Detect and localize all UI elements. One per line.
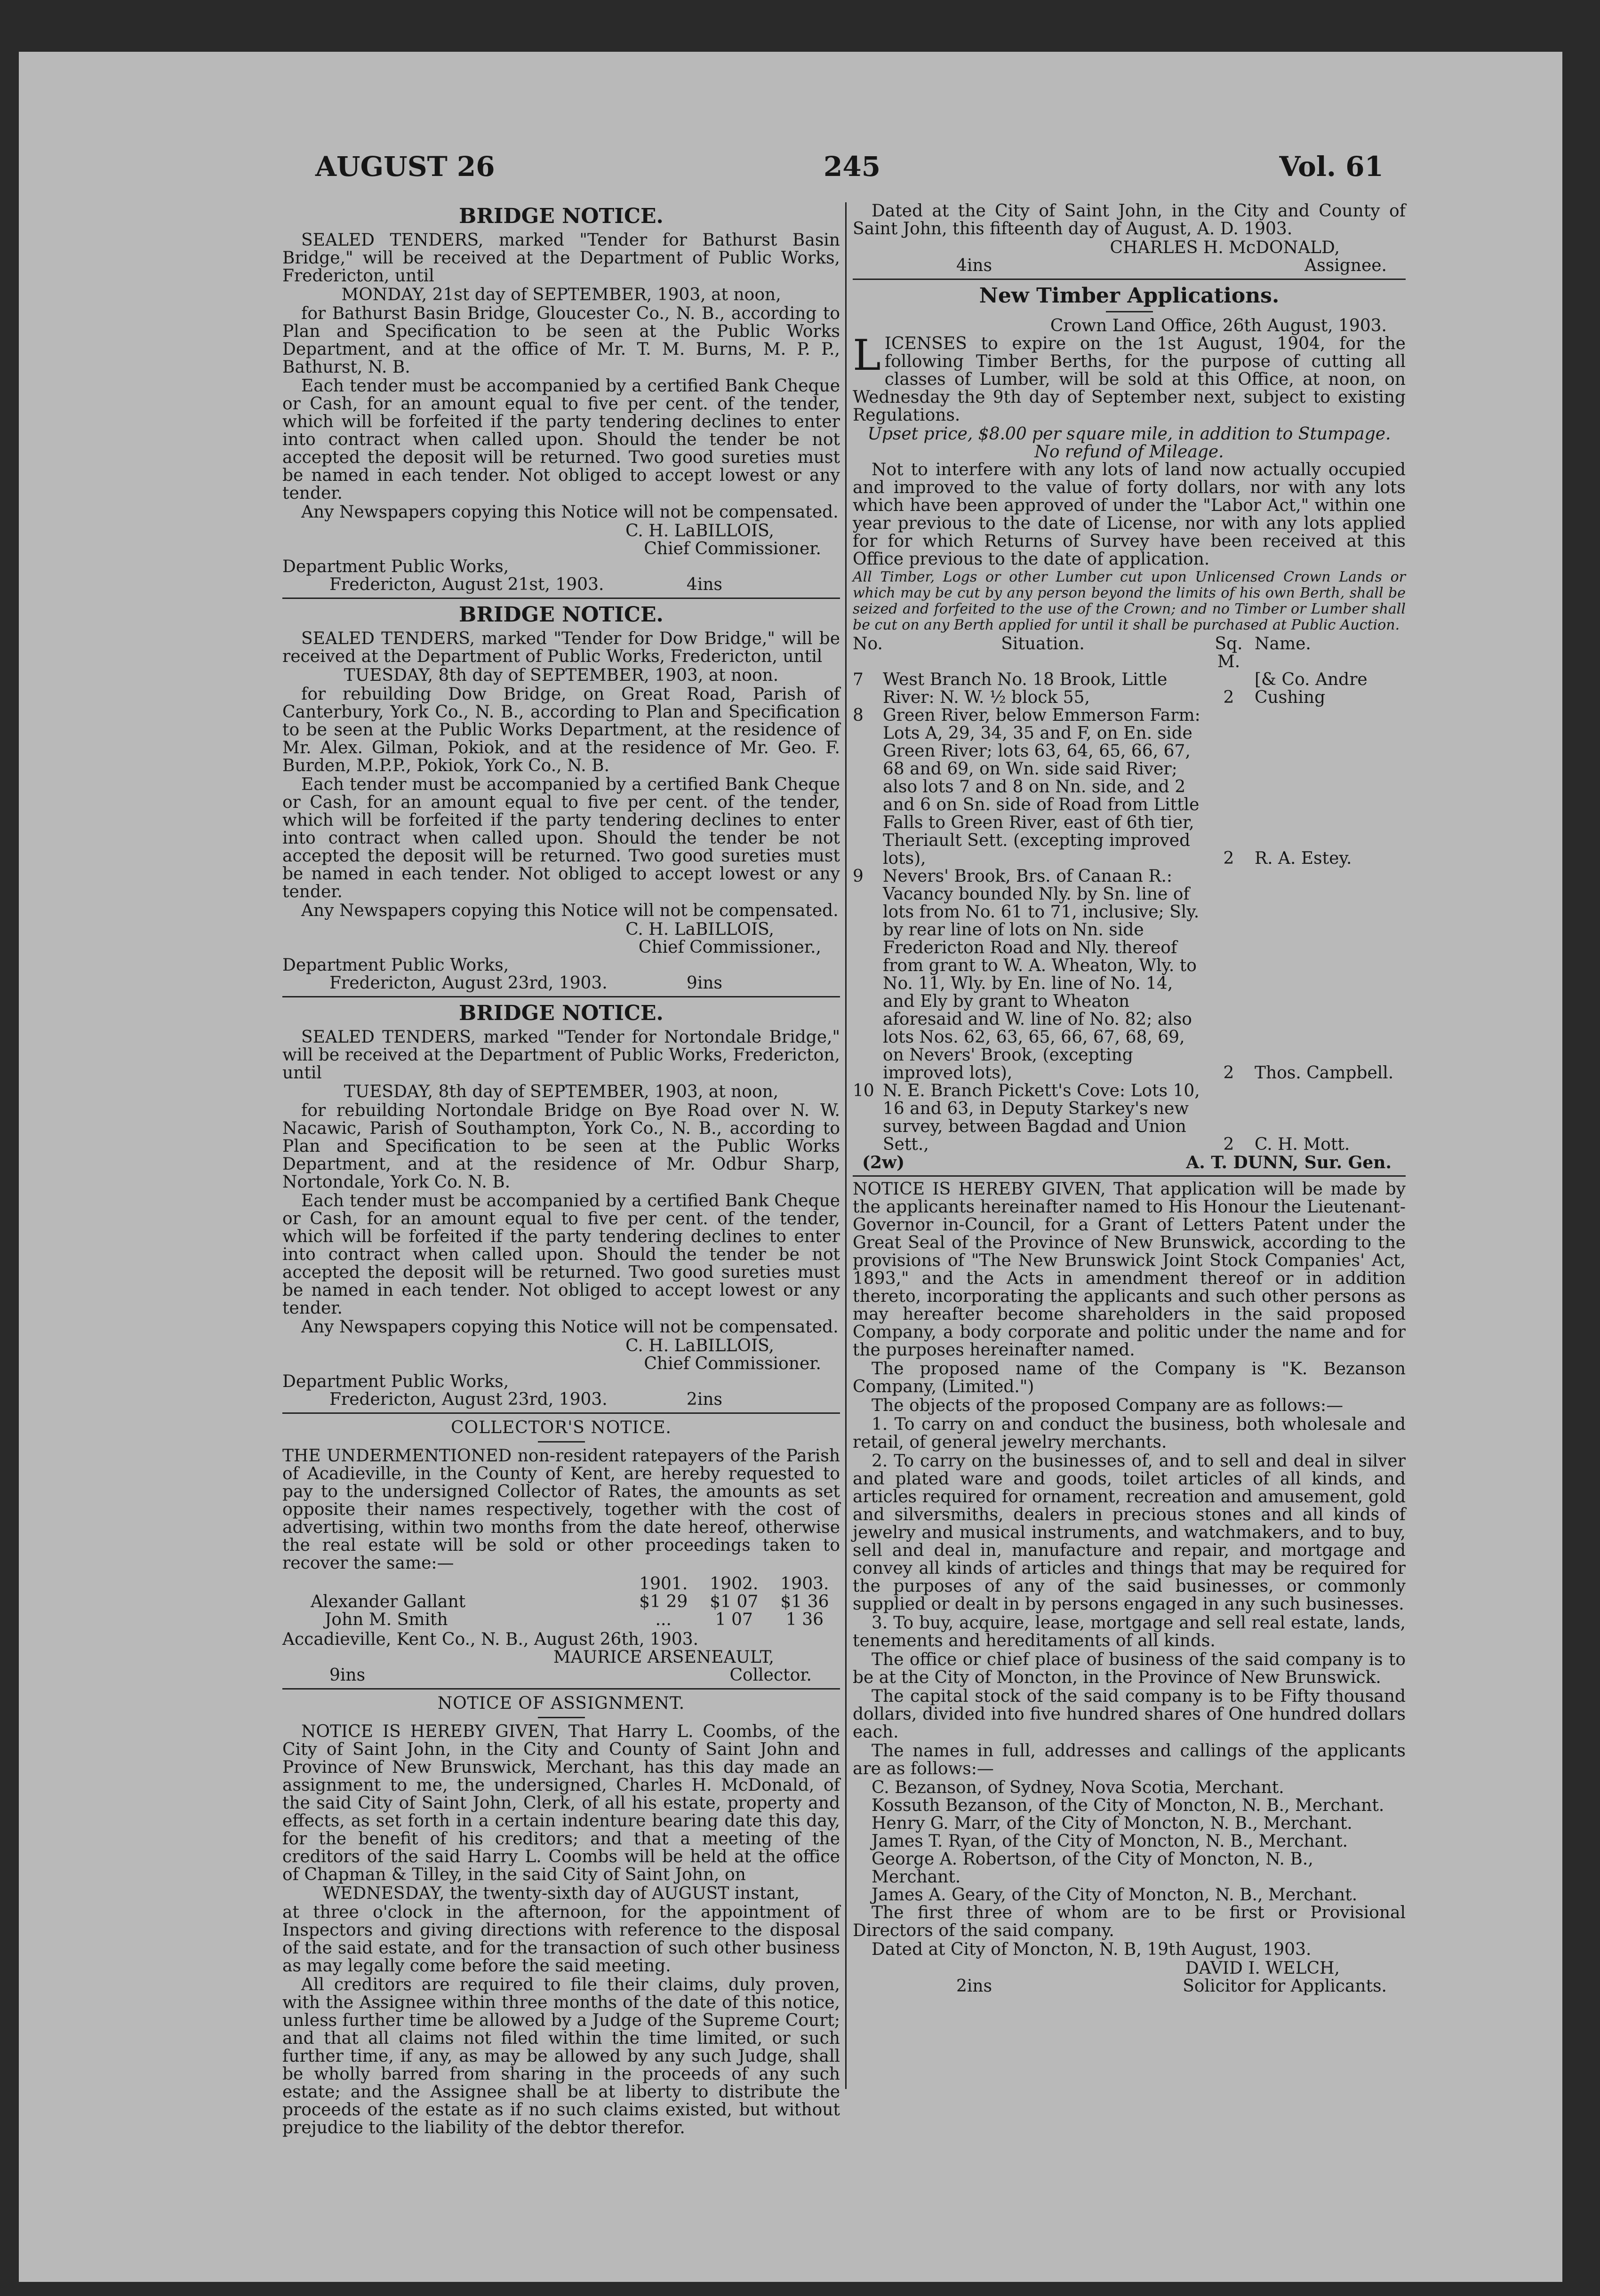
col-name: Name. (1254, 634, 1311, 654)
berth-no: 8 (853, 706, 864, 725)
department: Department Public Works, (282, 956, 509, 975)
signature-title: Chief Commissioner., (638, 938, 821, 957)
amount: $1 36 (780, 1592, 829, 1611)
list-item: James T. Ryan, of the City of Moncton, N. B., Merchant. (872, 1832, 1348, 1851)
conditions: Not to interfere with any lots of land now actually occupied and improved to the value of forty dollars, nor with any lots which have been approved of under the "Labor Act," within one year previous to the date of License, nor with any lots applied for for which Returns of Survey have been received at this Office previous to the date of application. (853, 460, 1406, 569)
berth-name: [& Co. Andre Cushing (1254, 670, 1368, 707)
amount: 1 07 (715, 1610, 753, 1629)
signature-title: Collector. (729, 1666, 812, 1685)
list-item: James A. Geary, of the City of Moncton, N. B., Merchant. (872, 1885, 1358, 1905)
section-divider (853, 1175, 1406, 1177)
bridge-notice-dow (282, 603, 840, 992)
ratepayers-table (282, 1575, 840, 1629)
notice-title: COLLECTOR'S NOTICE. (451, 1418, 672, 1437)
insertions: 4ins (686, 575, 722, 594)
berth-sqm: 2 (1223, 849, 1234, 868)
notice-terms: Each tender must be accompanied by a certified Bank Cheque or Cash, for an amount equal to five per cent. of the tender, which will be forfeited if the party tendering declines to enter into contract when called upon. Should the tender be not accepted the deposit will be returned. Two good sureties must be named in each tender. Not obliged to accept lowest or any tender. (282, 376, 840, 503)
new-timber-applications (853, 284, 1406, 1172)
applicants-list (853, 1779, 1406, 1904)
upset-price: Upset price, $8.00 per square mile, in addition to Stumpage. (867, 424, 1391, 444)
berth-sqm: 2 (1223, 1063, 1234, 1083)
department: Department Public Works, (282, 557, 509, 576)
signature-name: CHARLES H. McDONALD, (1110, 238, 1340, 257)
weeks: (2w) (862, 1153, 905, 1172)
notice-date: MONDAY, 21st day of SEPTEMBER, 1903, at noon, (341, 285, 781, 304)
applicants-heading: The names in full, addresses and callings of the applicants are as follows:— (853, 1741, 1406, 1778)
notice-terms: Each tender must be accompanied by a certified Bank Cheque or Cash, for an amount equal to five per cent. of the tender, which will be forfeited if the party tendering declines to enter into contract when called upon. Should the tender be not accepted the deposit will be returned. Two good sureties must be named in each tender. Not obliged to accept lowest or any tender. (282, 775, 840, 901)
list-item: Kossuth Bezanson, of the City of Moncton, N. B., Merchant. (872, 1796, 1384, 1815)
year-header: 1902. (710, 1574, 759, 1594)
signature-title: Chief Commissioner. (644, 1354, 821, 1373)
section-divider (282, 598, 840, 599)
assignment-intro: NOTICE IS HEREBY GIVEN, That Harry L. Coombs, of the City of Saint John, in the City and County of Saint John and Province of New Brunswick, Merchant, has this day made an assignment to me, the undersigned, Charles H. McDonald, of the said City of Saint John, Clerk, of all his estate, property and effects, as set forth in a certain indenture bearing date this day, for the benefit of his creditors; and that a meeting of the creditors of the said Harry L. Coombs will be held at the office of Chapman & Tilley, in the said City of Saint John, on (282, 1722, 840, 1884)
notice-title: New Timber Applications. (979, 284, 1280, 308)
notice-title: NOTICE OF ASSIGNMENT. (437, 1694, 685, 1713)
bridge-notice-bathurst (282, 204, 840, 594)
dateline: Fredericton, August 23rd, 1903. (329, 1390, 608, 1409)
dateline: Dated at City of Moncton, N. B, 19th August, 1903. (872, 1940, 1312, 1959)
list-item: C. Bezanson, of Sydney, Nova Scotia, Merchant. (872, 1778, 1284, 1797)
notice-body: THE UNDERMENTIONED non-resident ratepayers of the Parish of Acadieville, in the County of Kent, are hereby requested to pay to the undersigned Collector of Rates, the amounts as set opposite their names respectively, together with the cost of advertising, within two months from the date hereof, otherwise the real estate will be sold or other proceedings taken to recover the same:— (282, 1446, 840, 1573)
office-location: The office or chief place of business of the said company is to be at the City of Moncton, in the Province of New Brunswick. (853, 1650, 1406, 1687)
table-row (282, 1611, 840, 1629)
signature-title: Chief Commissioner. (644, 539, 821, 558)
notice-newspapers: Any Newspapers copying this Notice will not be compensated. (301, 502, 839, 522)
berth-situation: West Branch No. 18 Brook, Little River: N. W. ½ block 55, (882, 670, 1168, 707)
table-row (853, 1082, 1406, 1154)
table-row (853, 868, 1406, 1082)
company-incorporation-notice (853, 1180, 1406, 1995)
page-header (296, 151, 1402, 193)
capital-stock: The capital stock of the said company is to be Fifty thousand dollars, divided into five hundred shares of One hundred dollars each. (853, 1687, 1406, 1742)
company-name: The proposed name of the Company is "K. Bezanson Company, (Limited.") (853, 1359, 1406, 1396)
insertions: 9ins (329, 1666, 366, 1685)
table-header (853, 635, 1406, 671)
amount: $1 29 (639, 1592, 688, 1611)
notice-date: TUESDAY, 8th day of SEPTEMBER, 1903, at noon, (344, 1082, 779, 1101)
amount: ... (655, 1610, 672, 1629)
ratepayer-name: John M. Smith (325, 1610, 448, 1629)
notice-intro: SEALED TENDERS, marked "Tender for Dow Bridge," will be received at the Department of Public Works, Fredericton, until (282, 629, 840, 666)
notice-of-assignment (282, 1693, 840, 2137)
signature-name: DAVID I. WELCH, (1185, 1959, 1340, 1978)
year-header: 1903. (780, 1574, 829, 1594)
col-no: No. (853, 634, 883, 654)
creditors-claims: All creditors are required to file their claims, duly proven, with the Assignee within three months of the date of this notice, unless further time be allowed by a Judge of the Supreme Court; and that all claims not filed within the time limited, or such further time, if any, as may be allowed by any such Judge, shall be wholly barred from sharing in the proceeds of any such estate; and the Assignee shall be at liberty to distribute the proceeds of the estate as if no such claims existed, but without prejudice to the liability of the debtor therefor. (282, 1975, 840, 2137)
signature-name: C. H. LaBILLOIS, (625, 920, 774, 939)
amount: $1 07 (710, 1592, 759, 1611)
signature-name: C. H. LaBILLOIS, (625, 1336, 774, 1355)
notice-newspapers: Any Newspapers copying this Notice will not be compensated. (301, 901, 839, 920)
page-number: 245 (824, 151, 881, 183)
notice-title: BRIDGE NOTICE. (459, 1001, 664, 1025)
timber-berths-table (853, 635, 1406, 1154)
section-divider (282, 996, 840, 997)
notice-intro: SEALED TENDERS, marked "Tender for Nortondale Bridge," will be received at the Department of Public Works, Fredericton, until (282, 1028, 840, 1083)
signature-name: MAURICE ARSENEAULT, (553, 1648, 774, 1667)
table-header (282, 1575, 840, 1593)
bridge-notice-nortondale (282, 1001, 840, 1409)
licenses-intro: LICENSES to expire on the 1st August, 1904, for the following Timber Berths, for the purpose of cutting all classes of Lumber, will be sold at this Office, at noon, on Wednesday the 9th day of September next, subject to existing Regulations. (853, 331, 1406, 425)
column-divider (845, 202, 847, 2089)
berth-situation: Green River, below Emmerson Farm: Lots A, 29, 34, 35 and F, on En. side Green River; lots 63, 64, 65, 66, 67, 68 and 69, on Wn. side said River; also lots 7 and 8 on Nn. side, and 2 and 6 on Sn. side of Road from Little Falls to Green River, east of 6th tier, Theriault Sett. (excepting improved lots), (882, 706, 1200, 868)
notice-date: TUESDAY, 8th day of SEPTEMBER, 1903, at noon. (344, 666, 779, 685)
table-row (282, 1593, 840, 1611)
notice-intro: SEALED TENDERS, marked "Tender for Bathurst Basin Bridge," will be received at the Department of Public Works, Fredericton, until (282, 231, 840, 286)
notice-newspapers: Any Newspapers copying this Notice will not be compensated. (301, 1317, 839, 1337)
berth-sqm: 2 (1223, 688, 1234, 707)
surveyor-general-signature: A. T. DUNN, Sur. Gen. (1186, 1153, 1392, 1172)
dateline: Fredericton, August 21st, 1903. (329, 575, 604, 594)
application-intro: NOTICE IS HEREBY GIVEN, That application will be made by the applicants hereinafter named to His Honour the Lieutenant-Governor in-Council, for a Grant of Letters Patent under the Great Seal of the Province of New Brunswick, according to the provisions of "The New Brunswick Joint Stock Companies' Act, 1893," and the Acts in amendment thereof or in addition thereto, incorporating the applicants and such other persons as may hereafter become shareholders in the said proposed Company, a body corporate and politic under the name and for the purposes hereinafter named. (853, 1180, 1406, 1360)
signature-name: C. H. LaBILLOIS, (625, 521, 774, 541)
col-situation: Situation. (1001, 634, 1085, 654)
drop-cap: L (853, 331, 881, 380)
ratepayer-name: Alexander Gallant (311, 1592, 466, 1611)
department: Department Public Works, (282, 1372, 509, 1391)
list-item: George A. Robertson, of the City of Moncton, N. B., Merchant. (872, 1850, 1313, 1887)
berth-name: R. A. Estey. (1254, 849, 1352, 868)
berth-situation: Nevers' Brook, Brs. of Canaan R.: Vacancy bounded Nly. by Sn. line of lots from No. 61 to 71, inclusive; Sly. by rear line of lots on Nn. side Fredericton Road and Nly. thereof from grant to W. A. Wheaton, Wly. to No. 11, Wly. by En. line of No. 14, and Ely by grant to Wheaton aforesaid and W. line of No. 82; also lots Nos. 62, 63, 65, 66, 67, 68, 69, on Nevers' Brook, (excepting improved lots), (882, 867, 1200, 1083)
berth-name: Thos. Campbell. (1254, 1063, 1394, 1083)
meeting-purpose: at three o'clock in the afternoon, for the appointment of Inspectors and giving directions with reference to the disposal of the said estate, and for the transaction of such other business as may legally come before the said meeting. (282, 1903, 840, 1976)
collectors-notice (282, 1418, 840, 1684)
insertions: 2ins (956, 1977, 992, 1996)
notice-title: BRIDGE NOTICE. (459, 204, 664, 228)
notice-location: for rebuilding Dow Bridge, on Great Road, Parish of Canterbury, York Co., N. B., according to Plan and Specification to be seen at the Public Works Department, at the residence of Mr. Alex. Gilman, Pokiok, and at the residence of Mr. Geo. F. Burden, M.P.P., Pokiok, York Co., N. B. (282, 685, 840, 775)
signature-title: Solicitor for Applicants. (1183, 1977, 1387, 1996)
col-sqm: Sq. M. (1215, 634, 1243, 671)
right-column (853, 202, 1406, 1995)
dateline: Fredericton, August 23rd, 1903. (329, 973, 608, 993)
crown-land-office-dateline: Crown Land Office, 26th August, 1903. (1050, 316, 1387, 335)
no-refund: No refund of Mileage. (1034, 442, 1224, 462)
object-2: 2. To carry on the businesses of, and to sell and deal in silver and plated ware and goods, toilet articles of all kinds, and articles required for ornament, recreation and amusement, gold and silversmiths, dealers in precious stones and all kinds of jewelry and musical instruments, and watchmakers, and to buy, sell and deal in, manufacture and repair, and mortgage and convey all kinds of articles and things that may be required for the purposes of any of the said businesses, or commonly supplied or dealt in by persons engaged in any such businesses. (853, 1451, 1406, 1614)
list-item: Henry G. Marr, of the City of Moncton, N. B., Merchant. (872, 1814, 1352, 1833)
section-divider (282, 1688, 840, 1690)
notice-location: for Bathurst Basin Bridge, Gloucester Co., N. B., according to Plan and Specification to be seen at the Public Works Department, and at the office of Mr. T. M. Burns, M. P. P., Bathurst, N. B. (282, 304, 840, 377)
assignment-dated: Dated at the City of Saint John, in the City and County of Saint John, this fifteenth day of August, A. D. 1903. (853, 201, 1406, 239)
berth-situation: N. E. Branch Pickett's Cove: Lots 10, 16 and 63, in Deputy Starkey's new survey, between Bagdad and Union Sett., (882, 1081, 1200, 1154)
berth-no: 7 (853, 670, 864, 689)
berth-sqm: 2 (1223, 1135, 1234, 1154)
signature-title: Assignee. (1304, 256, 1387, 275)
berth-no: 10 (853, 1081, 874, 1100)
title-rule (538, 1717, 585, 1718)
amount: 1 36 (785, 1610, 824, 1629)
notice-terms: Each tender must be accompanied by a certified Bank Cheque or Cash, for an amount equal to five per cent. of the tender, which will be forfeited if the party tendering declines to enter into contract when called upon. Should the tender be not accepted the deposit will be returned. Two good sureties must be named in each tender. Not obliged to accept lowest or any tender. (282, 1191, 840, 1318)
left-column (282, 202, 840, 2138)
seizure-warning: All Timber, Logs or other Lumber cut upon Unlicensed Crown Lands or which may be cut by any person beyond the limits of his own Berth, shall be seized and forfeited to the use of the Crown; and no Timber or Lumber shall be cut on any Berth applied for until it shall be purchased at Public Auction. (853, 569, 1406, 633)
provisional-directors: The first three of whom are to be first or Provisional Directors of the said company. (853, 1903, 1406, 1940)
section-divider (853, 279, 1406, 280)
object-3: 3. To buy, acquire, lease, mortgage and sell real estate, lands, tenements and hereditaments of all kinds. (853, 1613, 1406, 1650)
meeting-date: WEDNESDAY, the twenty-sixth day of AUGUST instant, (322, 1884, 800, 1903)
section-divider (282, 1412, 840, 1414)
title-rule (1106, 311, 1153, 312)
object-1: 1. To carry on and conduct the business, both wholesale and retail, of general jewelry merchants. (853, 1415, 1406, 1452)
table-row (853, 707, 1406, 868)
volume-number: Vol. 61 (1279, 151, 1384, 183)
header-date: AUGUST 26 (315, 151, 495, 183)
notice-location: for rebuilding Nortondale Bridge on Bye Road over N. W. Nacawic, Parish of Southampton, York Co., N. B., according to Plan and Specification to be seen at the Public Works Department, and at the residence of Mr. Odbur Sharp, Nortondale, York Co. N. B. (282, 1101, 840, 1192)
insertions: 2ins (686, 1390, 722, 1409)
year-header: 1901. (639, 1574, 688, 1594)
assignment-continued (853, 202, 1406, 275)
insertions: 4ins (956, 256, 992, 275)
title-rule (538, 1441, 585, 1443)
objects-heading: The objects of the proposed Company are as follows:— (872, 1396, 1344, 1415)
notice-title: BRIDGE NOTICE. (459, 603, 664, 627)
table-row (853, 671, 1406, 707)
insertions: 9ins (686, 973, 722, 993)
dateline: Accadieville, Kent Co., N. B., August 26th, 1903. (282, 1630, 699, 1649)
berth-name: C. H. Mott. (1254, 1135, 1350, 1154)
berth-no: 9 (853, 867, 864, 886)
